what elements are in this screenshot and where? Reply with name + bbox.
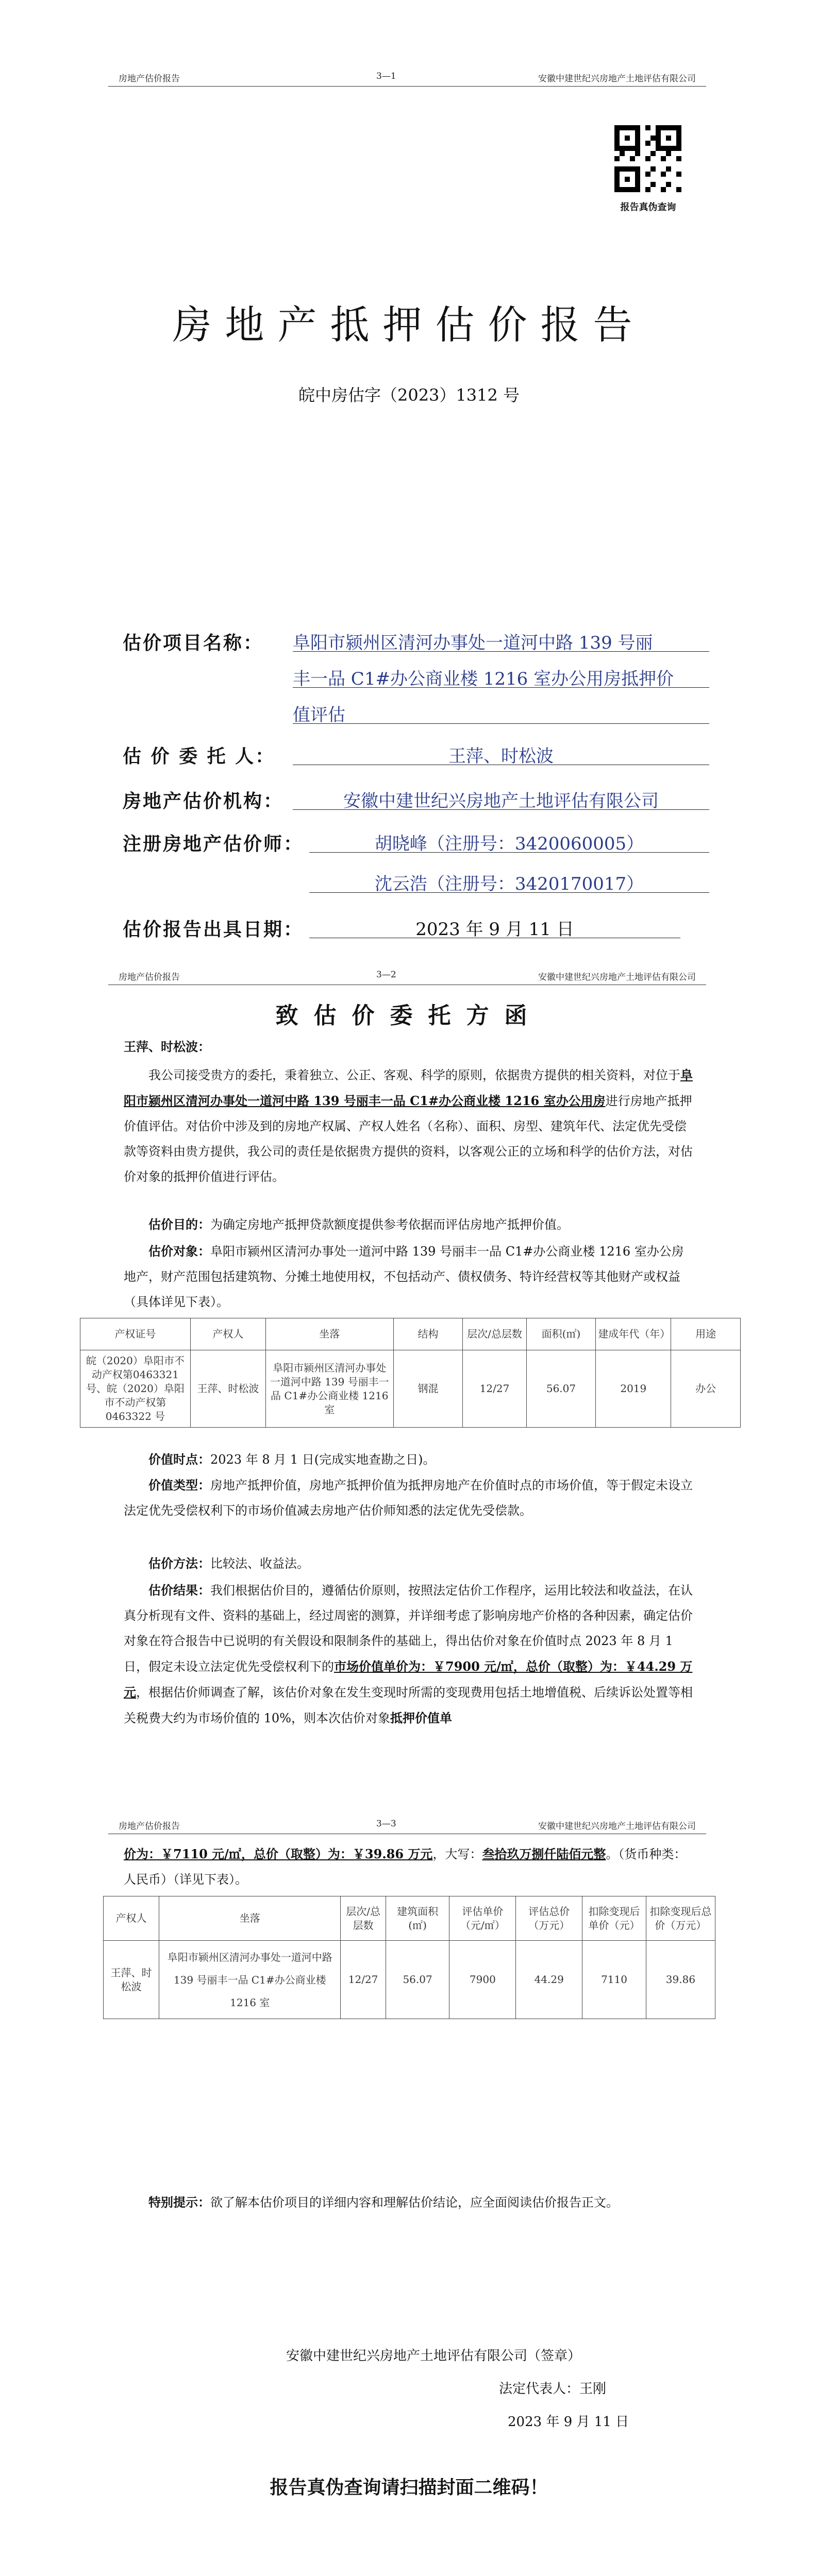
table-cell: 钢混 bbox=[393, 1350, 463, 1428]
header-company: 安徽中建世纪兴房地产土地评估有限公司 bbox=[538, 74, 696, 84]
header-company: 安徽中建世纪兴房地产土地评估有限公司 bbox=[538, 1821, 696, 1832]
table-header: 结构 bbox=[393, 1318, 463, 1350]
table-cell: 王萍、时松波 bbox=[104, 1941, 159, 2019]
table-header: 评估总价（万元） bbox=[516, 1896, 582, 1941]
qr-caption: 报告真伪查询 bbox=[620, 202, 676, 213]
table-cell: 皖（2020）阜阳市不动产权第0463321 号、皖（2020）阜阳市不动产权第0463322 号 bbox=[80, 1350, 191, 1428]
page-header bbox=[108, 964, 706, 985]
method-paragraph: 估价方法：比较法、收益法。 bbox=[148, 1556, 309, 1571]
appraiser-label: 注册房地产估价师： bbox=[123, 833, 304, 855]
table-header: 层次/总层数 bbox=[463, 1318, 526, 1350]
table-header: 产权证号 bbox=[80, 1318, 191, 1350]
object-paragraph: 估价对象：阜阳市颍州区清河办事处一道河中路 139 号丽丰一品 C1#办公商业楼 1216 室办公房地产，财产范围包括建筑物、分摊土地使用权，不包括动产、债权债务、特许经营权等其他财产或权益（具体详见下表）。 bbox=[124, 1244, 684, 1309]
table-row bbox=[80, 1350, 741, 1428]
table-header: 评估单价（元/㎡） bbox=[449, 1896, 516, 1941]
agency-value: 安徽中建世纪兴房地产土地评估有限公司 bbox=[343, 791, 659, 811]
company-signature: 安徽中建世纪兴房地产土地评估有限公司（签章） bbox=[286, 2348, 581, 2364]
table-header: 层次/总层数 bbox=[341, 1896, 386, 1941]
signature-date: 2023 年 9 月 11 日 bbox=[508, 2414, 629, 2430]
table-cell: 44.29 bbox=[516, 1941, 582, 2019]
client-value: 王萍、时松波 bbox=[448, 746, 554, 767]
salutation: 王萍、时松波： bbox=[124, 1039, 210, 1054]
project-label: 估价项目名称： bbox=[123, 632, 264, 654]
result-continued-paragraph: 价为：￥7110 元/㎡，总价（取整）为：￥39.86 万元，大写：叁拾玖万捌仟陆佰元整。（货币种类：人民币）（详见下表）。 bbox=[124, 1846, 687, 1887]
table-cell: 2019 bbox=[596, 1350, 671, 1428]
report-date-label: 估价报告出具日期： bbox=[123, 919, 304, 940]
table-cell: 12/27 bbox=[341, 1941, 386, 2019]
result-paragraph: 估价结果：我们根据估价目的，遵循估价原则，按照法定估价工作程序，运用比较法和收益法，在认真分析现有文件、资料的基础上，经过周密的测算，并详细考虑了影响房地产价格的各种因素，确定估价对象在符合报告中已说明的有关假设和限制条件的基础上，得出估价对象在价值时点 2023 年 8 月 1 日，假定未设立法定优先受偿权利下的市场价值单价为：￥7900 元/㎡，总价（取整）为：￥44.29 万元，根据估价师调查了解，该估价对象在发生变现时所需的变现费用包括土地增值税、后续诉讼处置等相关税费大约为市场价值的 10%，则本次估价对象抵押价值单 bbox=[124, 1583, 693, 1725]
header-left: 房地产估价报告 bbox=[119, 972, 180, 982]
verification-footer: 报告真伪查询请扫描封面二维码！ bbox=[270, 2477, 548, 2498]
value-date-paragraph: 价值时点：2023 年 8 月 1 日(完成实地查勘之日)。 bbox=[148, 1452, 436, 1467]
table-cell: 阜阳市颍州区清河办事处一道河中路 139 号丽丰一品 C1#办公商业楼 1216 室 bbox=[159, 1941, 341, 2019]
qr-code-icon[interactable] bbox=[614, 125, 681, 192]
table-header: 产权人 bbox=[190, 1318, 265, 1350]
header-left: 房地产估价报告 bbox=[119, 1821, 180, 1832]
table-row bbox=[104, 1941, 715, 2019]
value-type-paragraph: 价值类型：房地产抵押价值，房地产抵押价值为抵押房地产在价值时点的市场价值，等于假定未设立法定优先受偿权利下的市场价值减去房地产估价师知悉的法定优先受偿款。 bbox=[124, 1478, 693, 1518]
header-page-number: 3—3 bbox=[376, 1819, 396, 1829]
table-cell: 办公 bbox=[671, 1350, 741, 1428]
table-header: 建筑面积(㎡) bbox=[386, 1896, 449, 1941]
table-cell: 56.07 bbox=[526, 1350, 596, 1428]
header-company: 安徽中建世纪兴房地产土地评估有限公司 bbox=[538, 972, 696, 982]
table-cell: 阜阳市颍州区清河办事处一道河中路 139 号丽丰一品 C1#办公商业楼 1216室 bbox=[265, 1350, 393, 1428]
table-header: 建成年代（年） bbox=[596, 1318, 671, 1350]
appraiser-2: 沈云浩（注册号：3420170017） bbox=[374, 874, 644, 894]
report-date-value: 2023 年 9 月 11 日 bbox=[415, 919, 574, 940]
table-header-row bbox=[104, 1896, 715, 1941]
table-header: 面积(㎡) bbox=[526, 1318, 596, 1350]
table-cell: 7110 bbox=[582, 1941, 646, 2019]
table-cell: 12/27 bbox=[463, 1350, 526, 1428]
legal-representative: 法定代表人：王刚 bbox=[499, 2381, 607, 2397]
header-page-number: 3—1 bbox=[376, 71, 396, 81]
report-number: 皖中房估字（2023）1312 号 bbox=[298, 385, 520, 405]
table-header: 扣除变现后总价（万元） bbox=[646, 1896, 715, 1941]
client-label: 估 价 委 托 人： bbox=[123, 745, 276, 767]
report-title: 房地产抵押估价报告 bbox=[172, 302, 646, 348]
table-header: 坐落 bbox=[159, 1896, 341, 1941]
table-header-row bbox=[80, 1318, 741, 1350]
appraiser-1: 胡晓峰（注册号：3420060005） bbox=[374, 834, 644, 854]
page-header bbox=[108, 1814, 706, 1834]
property-table bbox=[80, 1318, 741, 1428]
table-header: 坐落 bbox=[265, 1318, 393, 1350]
project-line-3: 值评估 bbox=[293, 705, 345, 725]
table-cell: 王萍、时松波 bbox=[190, 1350, 265, 1428]
letter-title: 致估价委托方函 bbox=[275, 1003, 543, 1029]
table-header: 扣除变现后单价（元） bbox=[582, 1896, 646, 1941]
project-line-1: 阜阳市颍州区清河办事处一道河中路 139 号丽 bbox=[293, 633, 653, 653]
table-header: 用途 bbox=[671, 1318, 741, 1350]
project-line-2: 丰一品 C1#办公商业楼 1216 室办公用房抵押价 bbox=[293, 669, 674, 689]
table-cell: 7900 bbox=[449, 1941, 516, 2019]
table-cell: 39.86 bbox=[646, 1941, 715, 2019]
purpose-paragraph: 估价目的：为确定房地产抵押贷款额度提供参考依据而评估房地产抵押价值。 bbox=[148, 1217, 569, 1232]
valuation-table bbox=[103, 1896, 715, 2019]
intro-paragraph: 我公司接受贵方的委托，秉着独立、公正、客观、科学的原则，依据贵方提供的相关资料，对位于阜阳市颍州区清河办事处一道河中路 139 号丽丰一品 C1#办公商业楼 1216 室办公用房进行房地产抵押价值评估。对估价中涉及到的房地产权属、产权人姓名（名称）、面积、房型、建筑年代、法定优先受偿款等资料由贵方提供，我公司的责任是依据贵方提供的资料，以客观公正的立场和科学的估价方法，对估价对象的抵押价值进行评估。 bbox=[124, 1067, 693, 1184]
page-header bbox=[108, 66, 706, 87]
header-page-number: 3—2 bbox=[376, 970, 396, 980]
agency-label: 房地产估价机构： bbox=[123, 790, 284, 812]
table-header: 产权人 bbox=[104, 1896, 159, 1941]
table-cell: 56.07 bbox=[386, 1941, 449, 2019]
notice-paragraph: 特别提示：欲了解本估价项目的详细内容和理解估价结论，应全面阅读估价报告正文。 bbox=[148, 2195, 619, 2210]
header-left: 房地产估价报告 bbox=[119, 74, 180, 84]
